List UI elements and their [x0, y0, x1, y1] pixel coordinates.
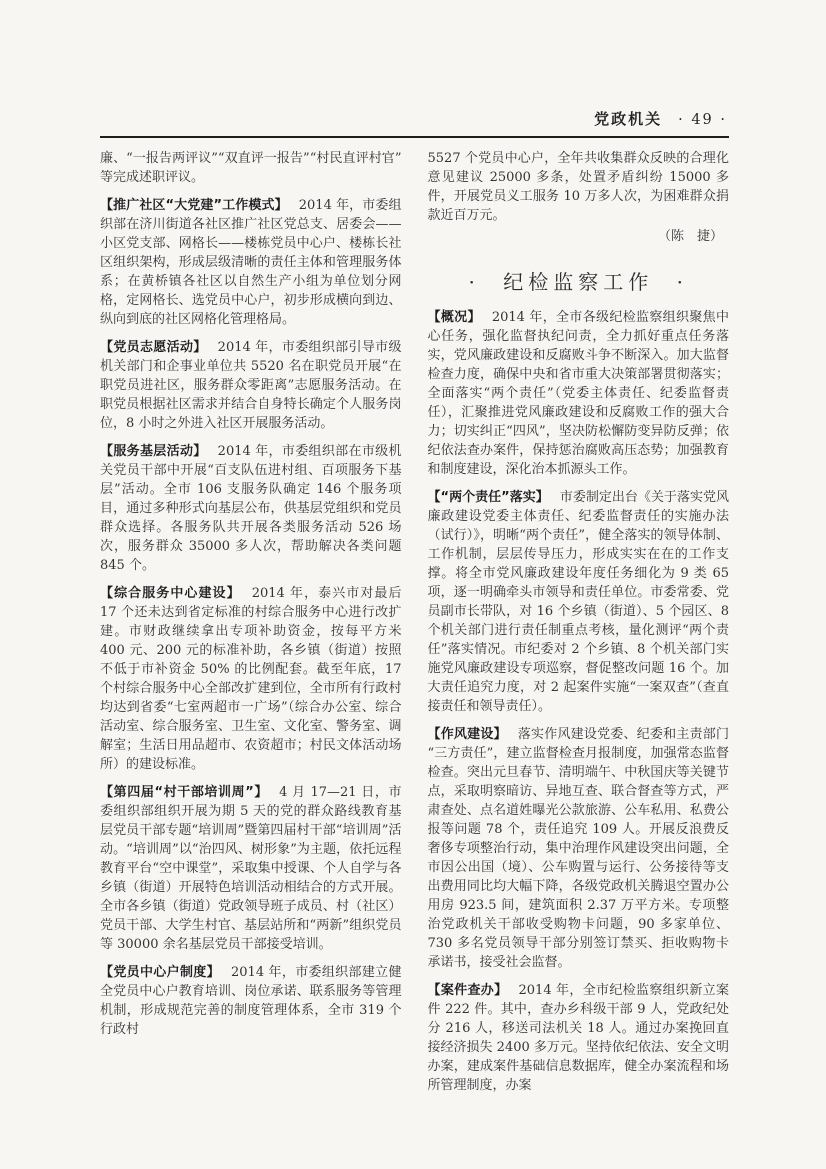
entry-text: 2014 年，全市各级纪检监察组织聚焦中心任务，强化监督执纪问责，全力抓好重点任务落实，党风廉政建设和反腐败斗争不断深入。加大监督检查力度，确保中央和省市重大决策部署贯彻落实；全面落实“两个责任”（党委主体责任、纪委监督责任），汇聚推进党风廉政建设和反腐败工作的强大合力；切实纠正“四风”，坚决防松懈防变异防反弹；依纪依法查办案件，保持惩治腐败高压态势；加强教育和制度建设，深化治本抓源头工作。 — [427, 310, 729, 477]
entry-text: 2014 年，市委组织部在济川街道各社区推广社区党总支、居委会——小区党支部、网格长——楼栋党员中心户、楼栋长社区组织架构，形成层级清晰的责任主体和管理服务体系；在黄桥镇各社区以自然生产小组为单位划分网格，定网格长、选党员中心户，初步形成横向到边、纵向到底的社区网格化管理格局。 — [100, 198, 402, 327]
entry-title: 【党员志愿活动】 — [100, 340, 207, 355]
right-continued-paragraph: 5527 个党员中心户，全年共收集群众反映的合理化意见建议 25000 多条，处置矛盾纠纷 15000 多件，开展党员义工服务 10 万多人次，为困难群众捐款近百万元。 — [427, 151, 729, 223]
entry-text: 2014 年，市委组织部在市级机关党员干部中开展“百支队伍进村组、百项服务下基层”活动。全市 106 支服务队确定 146 个服务项目，通过多种形式向基层公布，供基层党组织和党员群众选择。各服务队共开展各类服务活动 526 场次，服务群众 35000 多人次，帮助解决各类问题 845 个。 — [100, 444, 402, 573]
chapter-heading: · 纪检监察工作 · — [468, 270, 688, 294]
entry-title: 【党员中心户制度】 — [100, 965, 220, 980]
page-number: · 49 · — [678, 112, 727, 128]
entry-title: 【推广社区“大党建”工作模式】 — [100, 198, 288, 213]
entry-village-cadre-training-week — [100, 783, 402, 954]
entry-title: 【作风建设】 — [427, 727, 507, 742]
entry-work-style-construction — [428, 725, 730, 972]
author-byline: （陈 捷） — [657, 229, 723, 244]
entry-text: 2014 年，泰兴市对最后 17 个还未达到省定标准的村综合服务中心进行改扩建。市财政继续拿出专项补助资金，按每平方米 400 元、200 元的标准补助，各乡镇（街道）按照不低于市补资金 50% 的比例配套。截至年底，17 个村综合服务中心全部改扩建到位，全市所有行政村均达到省委“七室两超市一广场”（综合办公室、综合活动室、综合服务室、卫生室、文化室、警务室、调解室；生活日用品超市、农资超市；村民文体活动场所）的建设标准。 — [100, 586, 402, 772]
header-rule — [100, 136, 729, 138]
entry-text: 市委制定出台《关于落实党风廉政建设党委主体责任、纪委监督责任的实施办法（试行）》，明晰“两个责任”，健全落实的领导体制、工作机制，层层传导压力，形成实实在在的工作支撑。将全市党风廉政建设年度任务细化为 9 类 65 项，逐一明确牵头市领导和责任单位。市委常委、党员副市长带队，对 16 个乡镇（街道）、5 个园区、8 个机关部门进行责任制重点考核，量化测评“两个责任”落实情况。市纪委对 2 个乡镇、8 个机关部门实施党风廉政建设专项巡察，督促整改问题 16 个。加大责任追究力度，对 2 起案件实施“一案双查”（查直接责任和领导责任）。 — [427, 490, 729, 714]
entry-case-investigation — [428, 981, 730, 1095]
entry-text: 2014 年，市委组织部引导市级机关部门和企事业单位共 5520 名在职党员开展“在职党员进社区，服务群众零距离”志愿服务活动。在职党员根据社区需求并结合自身特长确定个人服务岗位，8 小时之外进入社区开展服务活动。 — [100, 340, 402, 431]
running-head — [100, 108, 729, 129]
entry-two-responsibilities — [428, 488, 730, 716]
entry-title: 【概况】 — [427, 310, 481, 325]
text-columns — [100, 149, 729, 1095]
entry-text: 4 月 17—21 日，市委组织部组织开展为期 5 天的党的群众路线教育基层党员干部专题“培训周”暨第四届村干部“培训周”活动。“培训周”以“治四风、树形象”为主题，依托远程教育平台“空中课堂”，采取集中授课、个人自学与各乡镇（街道）开展特色培训活动相结合的方式开展。全市各乡镇（街道）党政领导班子成员、村（社区）党员干部、大学生村官、基层站所和“两新”组织党员等 30000 余名基层党员干部接受培训。 — [100, 785, 402, 952]
entry-title: 【第四届“村干部培训周”】 — [100, 785, 269, 800]
entry-community-party-building — [100, 196, 402, 329]
right-column — [428, 149, 730, 1095]
entry-title: 【服务基层活动】 — [100, 444, 207, 459]
entry-party-member-household-system — [100, 963, 402, 1039]
running-head-section-label: 党政机关 — [594, 110, 663, 128]
left-continued-paragraph: 廉、“一报告两评议”“双直评一报告”“村民直评村官”等完成述职评议。 — [100, 151, 402, 185]
entry-party-volunteer-activities — [100, 338, 402, 433]
entry-text: 2014 年，全市纪检监察组织新立案件 222 件。其中，查办乡科级干部 9 人，党政纪处分 216 人，移送司法机关 18 人。通过办案挽回直接经济损失 2400 多万元。坚持依纪依法、安全文明办案，建成案件基础信息数据库，健全办案流程和场所管理制度，办案 — [427, 983, 729, 1093]
entry-title: 【“两个责任”落实】 — [427, 490, 549, 505]
entry-title: 【综合服务中心建设】 — [100, 586, 241, 601]
left-column — [100, 149, 402, 1095]
entry-text: 2014 年，市委组织部建立健全党员中心户教育培训、岗位承诺、联系服务等管理机制，形成规范完善的制度管理体系，全市 319 个行政村 — [100, 965, 402, 1037]
entry-grassroots-service-activities — [100, 442, 402, 575]
entry-text: 落实作风建设党委、纪委和主责部门“三方责任”，建立监督检查月报制度，加强常态监督检查。突出元旦春节、清明端午、中秋国庆等关键节点，采取明察暗访、异地互查、联合督查等方式，严肃查处、点名道姓曝光公款旅游、公车私用、私费公报等问题 78 个，责任追究 109 人。开展反浪费反奢侈专项整治行动，集中治理作风建设突出问题，全市因公出国（境）、公车购置与运行、公务接待等支出费用同比均大幅下降，各级党政机关腾退空置办公用房 923.5 间，建筑面积 2.37 万平方米。专项整治党政机关干部收受购物卡问题，90 多家单位、730 多名党员领导干部分别签订禁买、拒收购物卡承诺书，接受社会监督。 — [427, 727, 729, 970]
entry-overview — [428, 308, 730, 479]
entry-title: 【案件查办】 — [427, 983, 508, 998]
entry-service-center-construction — [100, 584, 402, 774]
